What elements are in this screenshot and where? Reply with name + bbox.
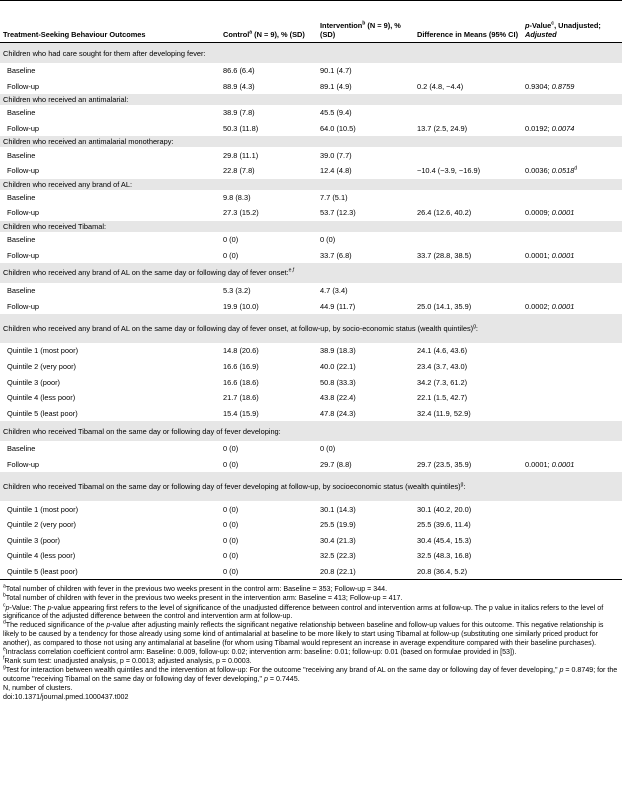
row-label: Quintile 5 (least poor)	[7, 408, 78, 418]
section-title	[0, 472, 622, 501]
control-value: 15.4 (15.9)	[223, 408, 259, 418]
section-footnote-mark: g	[460, 481, 464, 488]
p-unadjusted: 0.0009;	[525, 208, 552, 218]
p-unadjusted: 0.0002;	[525, 301, 552, 311]
table-row	[0, 390, 622, 406]
p-value	[522, 283, 622, 299]
p-value	[522, 457, 622, 473]
p-value	[522, 147, 622, 163]
p-unadjusted: 0.0192;	[525, 124, 552, 134]
table-row	[0, 205, 622, 221]
control-value: 0 (0)	[223, 250, 239, 260]
p-value	[522, 390, 622, 406]
table-row	[0, 105, 622, 121]
intervention-value: 47.8 (24.3)	[320, 408, 356, 418]
intervention-value: 50.8 (33.3)	[320, 377, 356, 387]
p-value	[522, 374, 622, 390]
p-adjusted: 0.0001	[551, 459, 575, 469]
table-row	[0, 441, 622, 457]
header-difference: Difference in Means (95% CI)	[414, 1, 522, 43]
footnote-d: $^d$The reduced significance of the p-value after adjusting mainly reflects the significant negative relationship between baseline and follow-up values for this outcome. This negative relationship is likely to be caused by a tendency for those already using some kind of antimalarial at baseline to be more likely to start using Tibamal at follow-up (substituting one similarly priced product for another), as compared to those not using any antimalarial at baseline (for whom using Tibamal would represent an increase in average expenditure compared with their baseline purchases).	[3, 620, 604, 647]
p-value	[522, 406, 622, 422]
section-row	[0, 179, 622, 190]
intervention-value: 29.7 (8.8)	[320, 459, 352, 469]
p-value	[522, 205, 622, 221]
p-value	[522, 247, 622, 263]
control-value: 86.6 (6.4)	[223, 66, 255, 76]
control-value: 88.9 (4.3)	[223, 81, 255, 91]
difference-value: 33.7 (28.8, 38.5)	[417, 250, 472, 260]
row-label: Follow-up	[7, 250, 40, 260]
table-row	[0, 457, 622, 473]
difference-value: 30.4 (45.4, 15.3)	[417, 535, 472, 545]
control-value: 19.9 (10.0)	[223, 301, 259, 311]
section-title-text: Children who received an antimalarial:	[3, 95, 129, 105]
row-label: Quintile 4 (less poor)	[7, 393, 76, 403]
p-adjusted: 0.0001	[551, 208, 575, 218]
difference-value: 32.4 (11.9, 52.9)	[417, 408, 471, 418]
row-label: Baseline	[7, 108, 36, 118]
p-adjusted: 0.0518	[551, 166, 575, 176]
p-unadjusted: 0.0001;	[525, 250, 552, 260]
control-value: 5.3 (3.2)	[223, 286, 251, 296]
section-title-text: Children who received any brand of AL on the same day or following day of fever onset, at follow-up, by socio-economic status (wealth quintiles)	[3, 324, 474, 334]
table-row	[0, 283, 622, 299]
control-value: 16.6 (18.6)	[223, 377, 259, 387]
difference-value: 29.7 (23.5, 35.9)	[417, 459, 472, 469]
intervention-value: 4.7 (3.4)	[320, 286, 348, 296]
difference-value: 20.8 (36.4, 5.2)	[414, 564, 522, 580]
table-row	[0, 147, 622, 163]
p-value	[522, 105, 622, 121]
difference-value	[414, 105, 522, 121]
section-title-suffix: :	[475, 324, 478, 334]
p-value	[522, 121, 622, 137]
difference-value: 23.4 (3.7, 43.0)	[417, 362, 468, 372]
control-value: 0 (0)	[223, 444, 239, 454]
difference-value: 32.5 (48.3, 16.8)	[417, 551, 472, 561]
p-value	[522, 163, 622, 179]
section-title	[0, 43, 622, 64]
control-value: 0 (0)	[223, 459, 239, 469]
table-body	[0, 43, 622, 580]
control-value: 0 (0)	[223, 520, 239, 530]
intervention-value: 43.8 (22.4)	[320, 393, 356, 403]
control-value: 0 (0)	[220, 564, 317, 580]
table-row	[0, 163, 622, 179]
intervention-value: 33.7 (6.8)	[320, 250, 352, 260]
difference-value: −10.4 (−3.9, −16.9)	[417, 166, 481, 176]
row-label: Baseline	[7, 192, 36, 202]
section-footnote-mark: g	[473, 323, 476, 330]
section-title-text: Children who received an antimalarial monotherapy:	[3, 137, 174, 147]
control-value: 9.8 (8.3)	[223, 192, 251, 202]
row-label: Quintile 1 (most poor)	[7, 504, 79, 514]
row-label: Baseline	[7, 150, 36, 160]
control-value: 29.8 (11.1)	[223, 150, 259, 160]
section-row	[0, 263, 622, 283]
row-label: Follow-up	[7, 459, 40, 469]
p-unadjusted: 0.9304;	[525, 81, 552, 91]
difference-value: 24.1 (4.6, 43.6)	[417, 346, 468, 356]
control-value: 0 (0)	[223, 551, 239, 561]
difference-value: 22.1 (1.5, 42.7)	[417, 393, 468, 403]
section-row	[0, 472, 622, 501]
p-value	[522, 517, 622, 533]
difference-value	[414, 147, 522, 163]
section-row	[0, 221, 622, 232]
control-value: 0 (0)	[223, 535, 239, 545]
intervention-value: 89.1 (4.9)	[320, 81, 352, 91]
table-row	[0, 359, 622, 375]
p-unadjusted: 0.0036;	[525, 166, 552, 176]
row-label: Quintile 4 (less poor)	[7, 551, 76, 561]
difference-value: 13.7 (2.5, 24.9)	[417, 124, 468, 134]
intervention-value: 7.7 (5.1)	[320, 192, 348, 202]
control-value: 50.3 (11.8)	[223, 124, 259, 134]
table-row	[0, 63, 622, 79]
intervention-value: 39.0 (7.7)	[320, 150, 352, 160]
row-label: Quintile 2 (very poor)	[7, 362, 77, 372]
intervention-value: 25.5 (19.9)	[320, 520, 356, 530]
section-title	[0, 94, 622, 105]
section-title	[0, 136, 622, 147]
row-label: Follow-up	[7, 124, 40, 134]
footnote-g: $^g$Test for interaction between wealth quintiles and the intervention at follow-up: For the outcome "receiving any brand of AL on the same day or following day of fever developing," p = 0.8749; for the outcome "receiving Tibamal on the same day or following day of fever developing," p = 0.7445.	[3, 664, 618, 683]
row-label: Quintile 2 (very poor)	[7, 520, 77, 530]
row-label: Follow-up	[7, 208, 40, 218]
section-title	[0, 221, 622, 232]
p-value	[522, 548, 622, 564]
table-row	[0, 190, 622, 206]
p-adjusted: 0.0001	[551, 301, 575, 311]
section-title-text: Children who received any brand of AL on the same day or following day of fever onset:	[3, 268, 289, 278]
p-value	[522, 359, 622, 375]
control-value: 27.3 (15.2)	[223, 208, 259, 218]
difference-value	[414, 232, 522, 248]
section-row	[0, 43, 622, 64]
table-row	[0, 532, 622, 548]
row-label: Quintile 3 (poor)	[7, 535, 60, 545]
p-unadjusted: 0.0001;	[525, 459, 552, 469]
doi: doi:10.1371/journal.pmed.1000437.t002	[3, 693, 129, 702]
control-value: 14.8 (20.6)	[223, 346, 259, 356]
difference-value: 25.0 (14.1, 35.9)	[417, 301, 472, 311]
footnote-c: $^c$p-Value: The p-value appearing first refers to the level of significance of the unadjusted difference between control and intervention arms at follow-up. The p value in italics refers to the level of significance of the adjusted difference between the control and intervention arm at follow-up.	[3, 602, 604, 621]
table-row	[0, 79, 622, 95]
row-label: Follow-up	[7, 81, 40, 91]
footnote-e: $^e$Intraclass correlation coefficient control arm: Baseline: 0.009, follow-up: 0.02; intervention arm: baseline: 0.01; follow-up: 0.01 (based on formulae provided in [53]).	[3, 646, 517, 656]
p-value	[522, 501, 622, 517]
intervention-value: 40.0 (22.1)	[320, 362, 356, 372]
row-label: Quintile 1 (most poor)	[7, 346, 79, 356]
control-value: 0 (0)	[223, 235, 239, 245]
section-row	[0, 94, 622, 105]
section-row	[0, 421, 622, 441]
difference-value	[414, 190, 522, 206]
table-row	[0, 121, 622, 137]
difference-value: 25.5 (39.6, 11.4)	[417, 520, 471, 530]
p-footnote-mark: d	[574, 165, 578, 172]
row-label: Quintile 5 (least poor)	[0, 564, 220, 580]
p-value	[522, 79, 622, 95]
intervention-value: 45.5 (9.4)	[320, 108, 352, 118]
control-value: 16.6 (16.9)	[223, 362, 259, 372]
section-title-text: Children who received any brand of AL:	[3, 179, 133, 189]
header-outcomes: Treatment-Seeking Behaviour Outcomes	[0, 1, 220, 43]
header-intervention: Intervention$^b$ (N = 9), % (SD)	[317, 1, 414, 43]
intervention-value: 30.4 (21.3)	[320, 535, 356, 545]
p-value	[522, 532, 622, 548]
p-value	[522, 63, 622, 79]
difference-value: 0.2 (4.8, −4.4)	[417, 81, 464, 91]
row-label: Follow-up	[7, 301, 40, 311]
p-value	[522, 441, 622, 457]
row-label: Baseline	[7, 286, 36, 296]
intervention-value: 32.5 (22.3)	[320, 551, 356, 561]
row-label: Follow-up	[7, 166, 40, 176]
footnote-n: N, number of clusters.	[3, 683, 73, 692]
p-adjusted: 0.0074	[551, 124, 575, 134]
difference-value: 26.4 (12.6, 40.2)	[417, 208, 472, 218]
section-title-text: Children who received Tibamal on the same day or following day of fever developing at follow-up, by socioeconomic status (wealth quintiles)	[3, 482, 461, 492]
p-adjusted: 0.0001	[551, 250, 575, 260]
header-control: Control$^a$ (N = 9), % (SD)	[220, 1, 317, 43]
row-label: Baseline	[7, 66, 36, 76]
footnote-a: $^a$Total number of children with fever in the previous two weeks present in the control arm: Baseline = 353; Follow-up = 344.	[3, 583, 388, 594]
p-value	[522, 299, 622, 315]
table-row	[0, 247, 622, 263]
section-title-suffix: :	[463, 482, 466, 492]
intervention-value: 44.9 (11.7)	[320, 301, 356, 311]
footnotes	[0, 580, 622, 701]
table-header	[0, 1, 622, 43]
intervention-value: 0 (0)	[320, 235, 336, 245]
section-title-text: Children who received Tibamal on the same day or following day of fever developing:	[3, 426, 281, 436]
table-row	[0, 548, 622, 564]
intervention-value: 90.1 (4.7)	[320, 66, 352, 76]
footnote-b: $^b$Total number of children with fever in the previous two weeks present in the intervention arm: Baseline = 413; Follow-up = 417.	[3, 593, 403, 603]
table-row	[0, 232, 622, 248]
table-row	[0, 501, 622, 517]
table-row	[0, 343, 622, 359]
intervention-value: 20.8 (22.1)	[317, 564, 414, 580]
section-title	[0, 314, 622, 343]
row-label: Baseline	[7, 235, 36, 245]
section-title-text: Children who received Tibamal:	[3, 221, 107, 231]
intervention-value: 53.7 (12.3)	[320, 208, 356, 218]
table-row	[0, 374, 622, 390]
table-row	[0, 406, 622, 422]
control-value: 38.9 (7.8)	[223, 108, 255, 118]
intervention-value: 30.1 (14.3)	[320, 504, 356, 514]
control-value: 21.7 (18.6)	[223, 393, 259, 403]
p-value	[522, 343, 622, 359]
header-p-value: p-Value$^c$, Unadjusted; Adjusted	[522, 1, 622, 43]
row-label: Quintile 3 (poor)	[7, 377, 60, 387]
table-row	[0, 564, 622, 580]
difference-value	[414, 441, 522, 457]
intervention-value: 64.0 (10.5)	[320, 124, 356, 134]
p-adjusted: 0.8759	[551, 81, 575, 91]
p-value	[522, 232, 622, 248]
section-row	[0, 136, 622, 147]
intervention-value: 12.4 (4.8)	[320, 166, 352, 176]
section-title	[0, 179, 622, 190]
intervention-value: 0 (0)	[320, 444, 336, 454]
section-row	[0, 314, 622, 343]
table-row	[0, 299, 622, 315]
section-title-text: Children who had care sought for them after developing fever:	[3, 48, 206, 58]
difference-value	[414, 63, 522, 79]
p-value	[522, 190, 622, 206]
intervention-value: 38.9 (18.3)	[320, 346, 356, 356]
section-title	[0, 263, 622, 283]
footnote-f: $^f$Rank sum test: unadjusted analysis, p = 0.0013; adjusted analysis, p = 0.0003.	[3, 655, 252, 665]
section-title	[0, 421, 622, 441]
control-value: 22.8 (7.8)	[223, 166, 255, 176]
difference-value	[414, 283, 522, 299]
difference-value: 30.1 (40.2, 20.0)	[417, 504, 472, 514]
row-label: Baseline	[7, 444, 36, 454]
table-row	[0, 517, 622, 533]
difference-value: 34.2 (7.3, 61.2)	[417, 377, 468, 387]
section-footnote-mark: e,f	[288, 267, 295, 274]
p-value	[522, 564, 622, 580]
control-value: 0 (0)	[223, 504, 239, 514]
